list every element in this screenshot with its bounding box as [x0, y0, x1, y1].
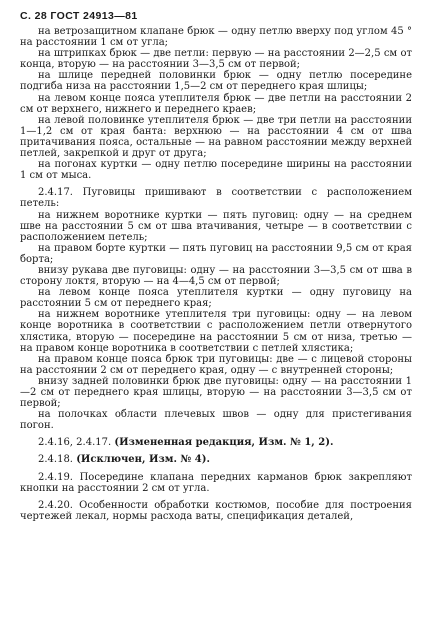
paragraph: на правом борте куртки — пять пуговиц на расстоянии 9,5 см от края борта;	[20, 242, 412, 265]
amendment-text: (Измененная редакция, Изм. № 1, 2).	[114, 437, 334, 449]
paragraph: внизу рукава две пуговицы: одну — на расстоянии 3—3,5 см от шва в сторону локтя, вторую — на 4—4,5 см от первой;	[20, 264, 412, 288]
paragraph: на левой половинке утеплителя брюк — две три петли на расстоянии 1—1,2 см от края банта: верхнюю — на расстоянии 4 см от шва притачивания пояса, остальные — на равном расстоянии между верхней петлей, закрепкой и друг от друга;	[20, 114, 412, 160]
paragraph: на левом конце пояса утеплителя брюк — две петли на расстоянии 2 см от верхнего, нижнего и переднего краев;	[20, 92, 412, 115]
paragraph: на нижнем воротнике куртки — пять пуговиц: одну — на среднем шве на расстоянии 5 см от шва втачивания, четыре — в соответствии с расположением петель;	[20, 209, 412, 243]
paragraph: внизу задней половинки брюк две пуговицы: одну — на расстоянии 1—2 см от переднего края шлицы, вторую — на расстоянии 3—3,5 см от первой;	[20, 375, 412, 410]
paragraph: на штрипках брюк — две петли: первую — на расстоянии 2—2,5 см от конца, вторую — на расстоянии 3—3,5 см от первой;	[20, 48, 412, 71]
section-2-4-19: 2.4.19. Посередине клапана передних карманов брюк закрепляют кнопки на расстоянии 2 см от угла.	[20, 471, 412, 494]
amendment-note-1	[20, 437, 412, 448]
section-2-4-20: 2.4.20. Особенности обработки костюмов, пособие для построения чертежей лекал, нормы расхода ваты, спецификация деталей,	[20, 499, 412, 522]
document-page	[20, 10, 412, 522]
paragraph: на полочках области плечевых швов — одну для пристегивания погон.	[20, 409, 412, 432]
paragraph: на правом конце пояса брюк три пуговицы: две — с лицевой стороны на расстоянии 2 см от переднего края, одну — с внутренней стороны;	[20, 353, 412, 376]
paragraph: на ветрозащитном клапане брюк — одну петлю вверху под углом 45 ° на расстоянии 1 см от угла;	[20, 26, 412, 49]
amendment-number: 2.4.16, 2.4.17.	[38, 437, 112, 449]
section-number: 2.4.18.	[38, 454, 73, 466]
paragraph: на нижнем воротнике утеплителя три пуговицы: одну — на левом конце воротника в соответствии с расположением петли отвернутого хлястика, вторую — посередине на расстоянии 5 см от низа, третью — на правом конце воротника в соответствии с петлей хлястика;	[20, 309, 412, 354]
excluded-note: (Исключен, Изм. № 4).	[76, 454, 210, 466]
page-header: С. 28 ГОСТ 24913—81	[20, 10, 138, 22]
paragraph: на левом конце пояса утеплителя куртки — одну пуговицу на расстоянии 5 см от переднего края;	[20, 287, 412, 310]
paragraph: на погонах куртки — одну петлю посередине ширины на расстоянии 1 см от мыса.	[20, 159, 412, 182]
amendment-note-2	[20, 454, 412, 465]
section-2-4-17-intro: 2.4.17. Пуговицы пришивают в соответствии с расположением петель:	[20, 187, 412, 210]
paragraph: на шлице передней половинки брюк — одну петлю посередине подгиба низа на расстоянии 1,5—2 см от переднего края шлицы;	[20, 70, 412, 93]
